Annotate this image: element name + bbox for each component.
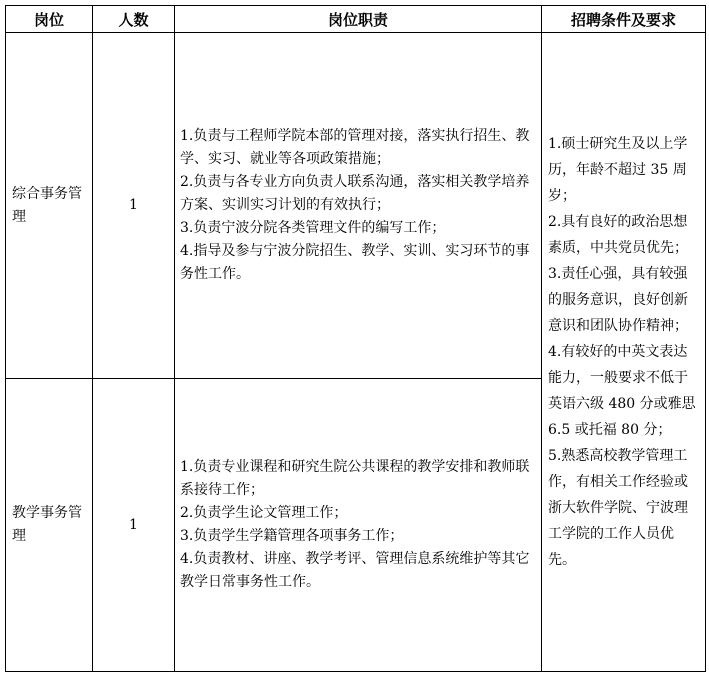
requirement-item: 1.硕士研究生及以上学历，年龄不超过 35 周岁； xyxy=(548,136,688,204)
duty-item: 3.负责宁波分院各类管理文件的编写工作； xyxy=(180,220,446,236)
duty-item: 1.负责与工程师学院本部的管理对接，落实执行招生、教学、实习、就业等各项政策措施； xyxy=(180,128,530,167)
duty-item: 2.负责与各专业方向负责人联系沟通，落实相关教学培养方案、实训实习计划的有效执行； xyxy=(180,174,530,213)
header-duties: 岗位职责 xyxy=(175,6,542,33)
position-cell: 教学事务管理 xyxy=(6,379,93,672)
count-cell: 1 xyxy=(93,33,175,379)
table-row xyxy=(6,33,706,379)
count-cell: 1 xyxy=(93,379,175,672)
duty-item: 4.指导及参与宁波分院招生、教学、实训、实习环节的事务性工作。 xyxy=(180,243,530,282)
requirement-item: 2.具有良好的政治思想素质，中共党员优先； xyxy=(548,214,688,256)
header-position: 岗位 xyxy=(6,6,93,33)
recruitment-table xyxy=(5,5,706,672)
requirement-item: 3.责任心强，具有较强的服务意识，良好创新意识和团队协作精神； xyxy=(548,266,688,334)
requirement-item: 4.有较好的中英文表达能力，一般要求不低于英语六级 480 分或雅思 6.5 或托福 80 分； xyxy=(548,344,696,438)
duty-item: 4.负责教材、讲座、教学考评、管理信息系统维护等其它教学日常事务性工作。 xyxy=(180,551,530,590)
header-count: 人数 xyxy=(93,6,175,33)
duty-item: 2.负责学生论文管理工作； xyxy=(180,505,348,521)
table-header-row xyxy=(6,6,706,33)
duties-cell xyxy=(175,33,542,379)
requirement-item: 5.熟悉高校教学管理工作，有相关工作经验或浙大软件学院、宁波理工学院的工作人员优先。 xyxy=(548,448,688,568)
duty-item: 3.负责学生学籍管理各项事务工作； xyxy=(180,528,404,544)
requirements-cell xyxy=(542,33,706,672)
position-cell: 综合事务管理 xyxy=(6,33,93,379)
duties-cell xyxy=(175,379,542,672)
header-requirements: 招聘条件及要求 xyxy=(542,6,706,33)
duty-item: 1.负责专业课程和研究生院公共课程的教学安排和教师联系接待工作； xyxy=(180,459,530,498)
